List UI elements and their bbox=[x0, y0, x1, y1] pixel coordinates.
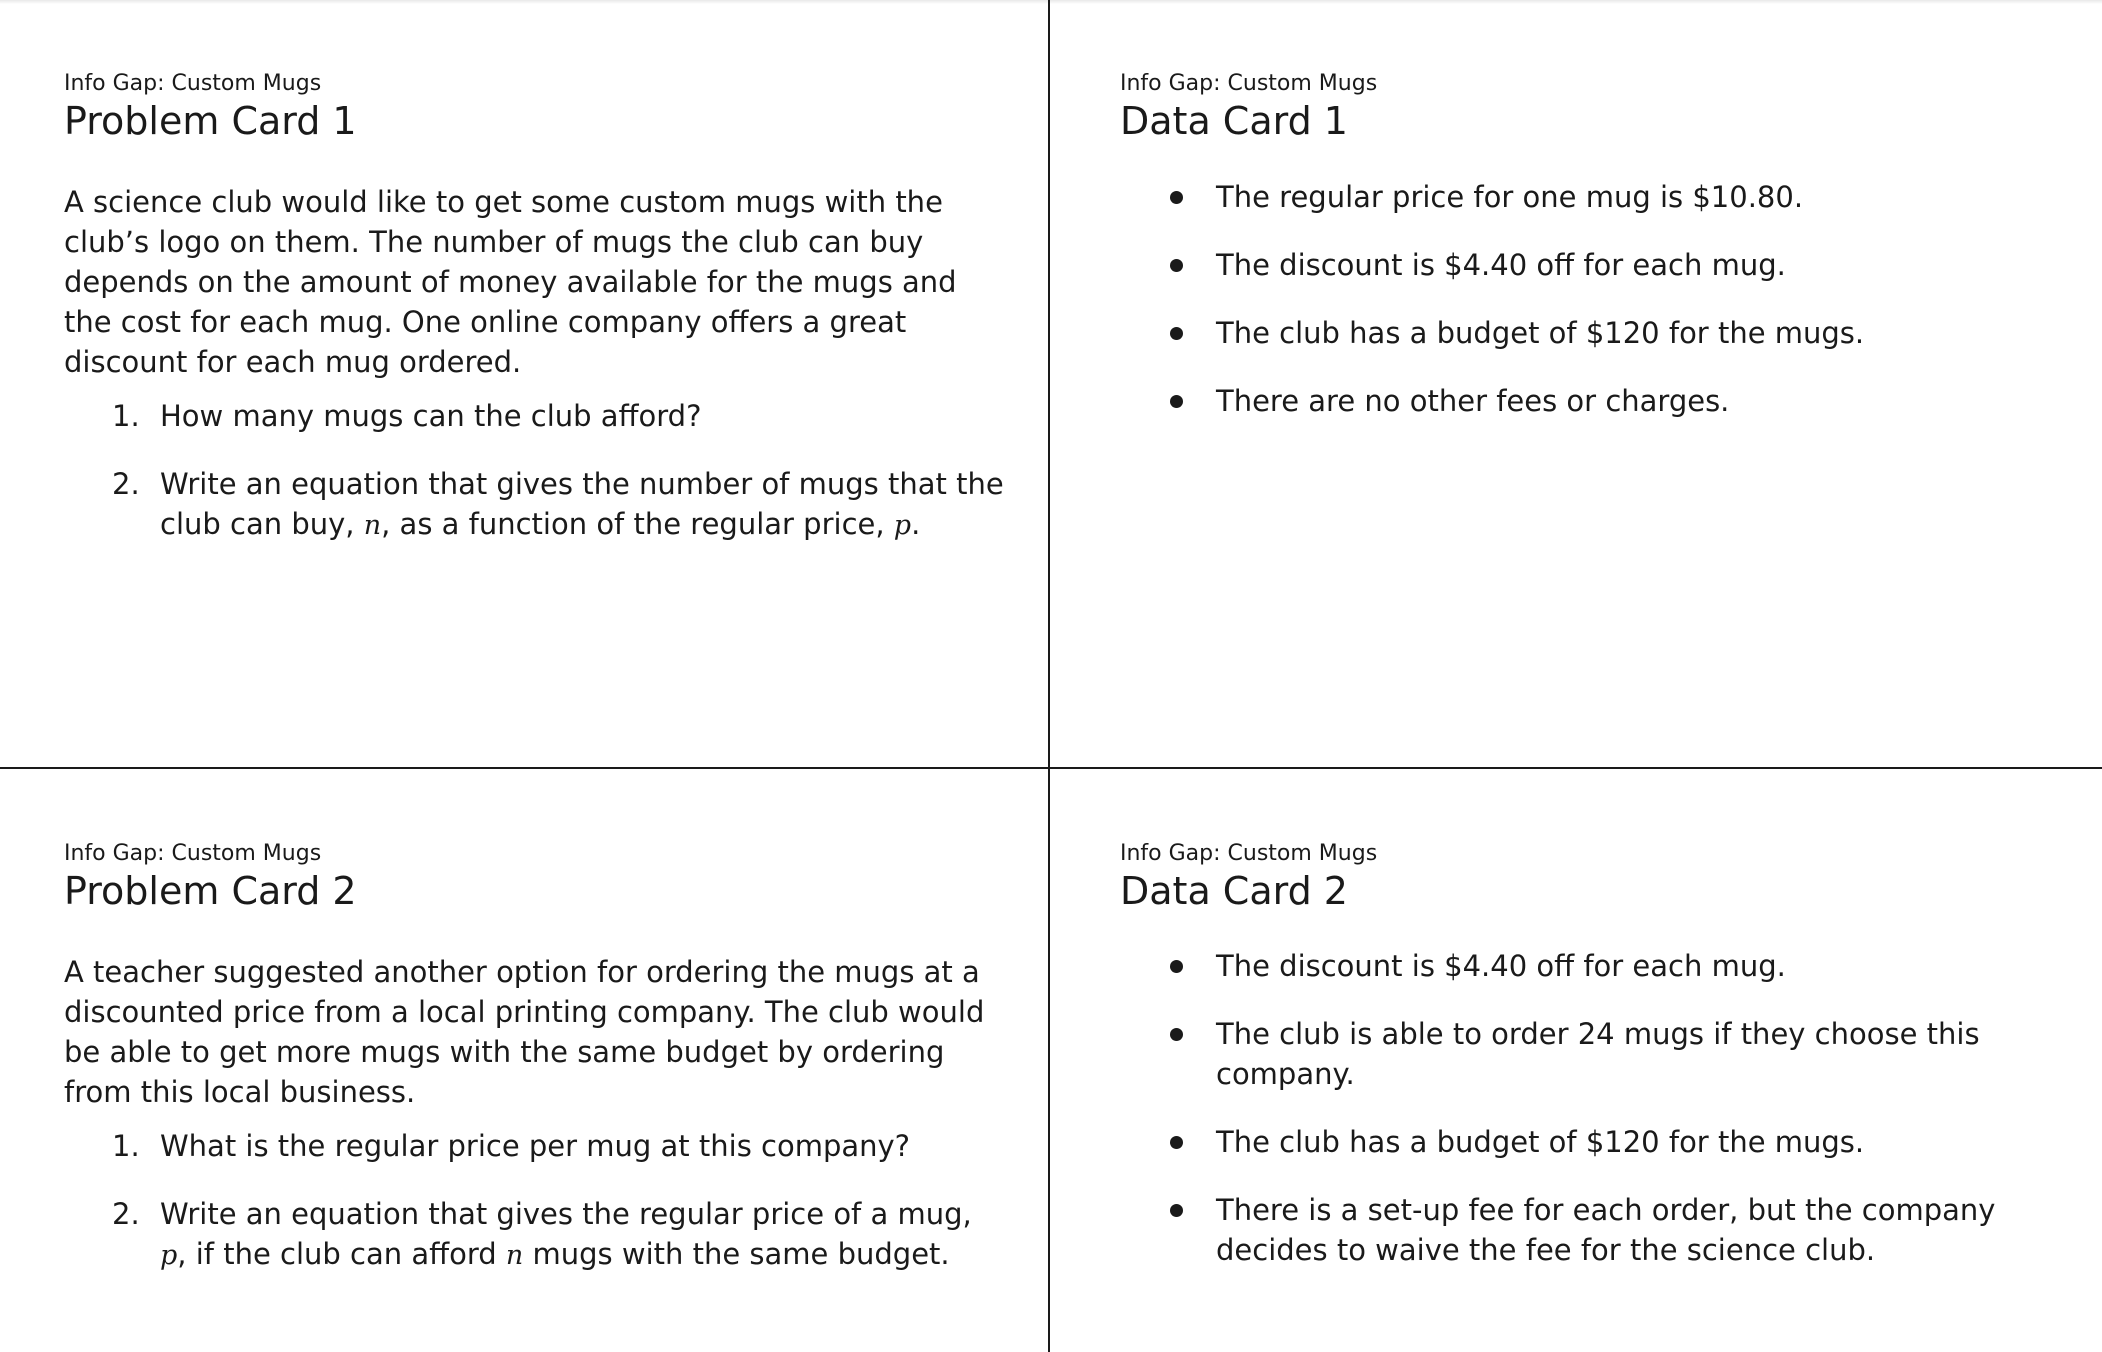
data-item bbox=[1120, 1014, 2020, 1094]
data-item bbox=[1120, 245, 2020, 285]
data-list bbox=[1120, 946, 2020, 1270]
data-list bbox=[1120, 177, 2020, 421]
question-number: 2. bbox=[112, 1197, 140, 1231]
bullet-icon bbox=[1170, 960, 1183, 973]
bullet-icon bbox=[1170, 1136, 1183, 1149]
question-text-part: . bbox=[911, 507, 921, 541]
card-title: Data Card 2 bbox=[1120, 869, 1348, 913]
question-text-part: Write an equation that gives the regular price of a mug, bbox=[160, 1197, 972, 1231]
question-number: 1. bbox=[112, 1129, 140, 1163]
card-label: Info Gap: Custom Mugs bbox=[64, 841, 322, 866]
data-item bbox=[1120, 1190, 2020, 1270]
variable-p: p bbox=[160, 1240, 178, 1271]
bullet-icon bbox=[1170, 259, 1183, 272]
question-item bbox=[64, 1194, 1004, 1276]
bullet-icon bbox=[1170, 1204, 1183, 1217]
bullet-icon bbox=[1170, 1028, 1183, 1041]
horizontal-cut-line bbox=[0, 767, 2102, 769]
problem-card-2 bbox=[64, 840, 1004, 1304]
question-item bbox=[64, 1126, 1004, 1166]
variable-n: n bbox=[505, 1240, 524, 1271]
bullet-icon bbox=[1170, 327, 1183, 340]
data-text: The club has a budget of $120 for the mugs. bbox=[1216, 1125, 1865, 1159]
data-text: The discount is $4.40 off for each mug. bbox=[1216, 949, 1786, 983]
data-text: The regular price for one mug is $10.80. bbox=[1216, 180, 1804, 214]
card-title: Data Card 1 bbox=[1120, 99, 1348, 143]
card-title: Problem Card 1 bbox=[64, 99, 357, 143]
variable-n: n bbox=[363, 510, 382, 541]
vertical-cut-line bbox=[1048, 0, 1050, 1352]
problem-card-1 bbox=[64, 70, 1004, 574]
question-text: What is the regular price per mug at this company? bbox=[160, 1129, 911, 1163]
data-text: The club is able to order 24 mugs if they choose this company. bbox=[1216, 1017, 1980, 1091]
problem-text: A teacher suggested another option for ordering the mugs at a discounted price from a local printing company. The club would be able to get more mugs with the same budget by ordering from this local business. bbox=[64, 955, 985, 1109]
question-list bbox=[64, 396, 1004, 546]
data-text: There is a set-up fee for each order, but the company decides to waive the fee for the science club. bbox=[1216, 1193, 1996, 1267]
data-text: There are no other fees or charges. bbox=[1216, 384, 1730, 418]
question-number: 2. bbox=[112, 467, 140, 501]
question-item bbox=[64, 464, 1004, 546]
question-text-part: mugs with the same budget. bbox=[523, 1237, 950, 1271]
question-text-part: , if the club can afford bbox=[177, 1237, 506, 1271]
question-text-part: , as a function of the regular price, bbox=[381, 507, 894, 541]
top-shadow bbox=[0, 0, 2102, 4]
data-item bbox=[1120, 177, 2020, 217]
question-text-part: Write an equation that gives the number of mugs that the club can buy, bbox=[160, 467, 1004, 541]
data-item bbox=[1120, 1122, 2020, 1162]
question-list bbox=[64, 1126, 1004, 1276]
problem-text: A science club would like to get some custom mugs with the club’s logo on them. The number of mugs the club can buy depends on the amount of money available for the mugs and the cost for each mug. One online company offers a great discount for each mug ordered. bbox=[64, 185, 957, 379]
data-item bbox=[1120, 313, 2020, 353]
question-number: 1. bbox=[112, 399, 140, 433]
data-text: The club has a budget of $120 for the mugs. bbox=[1216, 316, 1865, 350]
data-item bbox=[1120, 946, 2020, 986]
data-card-1 bbox=[1120, 70, 2020, 449]
bullet-icon bbox=[1170, 395, 1183, 408]
data-item bbox=[1120, 381, 2020, 421]
bullet-icon bbox=[1170, 191, 1183, 204]
question-text: How many mugs can the club afford? bbox=[160, 399, 702, 433]
data-text: The discount is $4.40 off for each mug. bbox=[1216, 248, 1786, 282]
data-card-2 bbox=[1120, 840, 2020, 1298]
card-label: Info Gap: Custom Mugs bbox=[1120, 841, 1378, 866]
card-label: Info Gap: Custom Mugs bbox=[1120, 71, 1378, 96]
card-title: Problem Card 2 bbox=[64, 869, 357, 913]
question-item bbox=[64, 396, 1004, 436]
card-label: Info Gap: Custom Mugs bbox=[64, 71, 322, 96]
variable-p: p bbox=[893, 510, 912, 541]
